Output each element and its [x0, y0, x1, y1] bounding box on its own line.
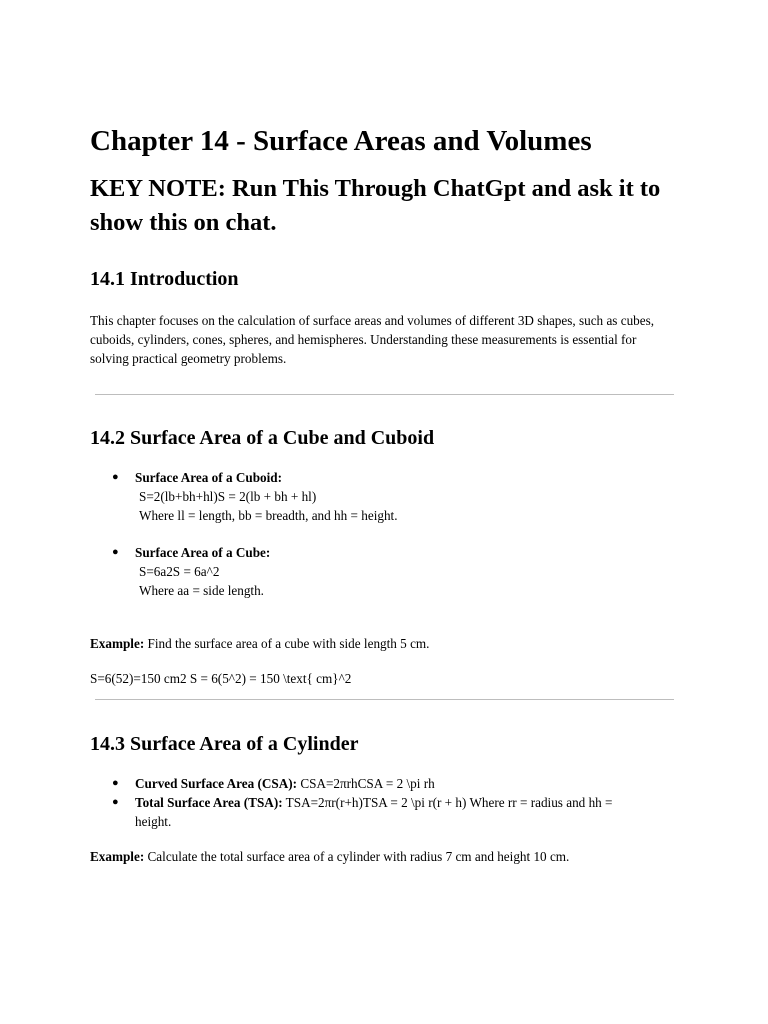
- cube-formula: S=6a2S = 6a^2: [139, 564, 220, 579]
- bullet-icon: ●: [112, 796, 119, 808]
- example-text: Find the surface area of a cube with side length 5 cm.: [144, 636, 430, 651]
- horizontal-divider: [95, 699, 674, 700]
- csa-label: Curved Surface Area (CSA):: [135, 776, 298, 791]
- cube-example-formula: S=6(52)=150 cm2 S = 6(5^2) = 150 \text{ cm}^2: [90, 671, 352, 686]
- cylinder-list: [90, 774, 650, 831]
- cuboid-list: [90, 468, 650, 525]
- cube-label: Surface Area of a Cube:: [135, 545, 271, 560]
- list-item-tsa: [90, 793, 650, 831]
- cube-where: Where aa = side length.: [139, 583, 264, 598]
- bullet-icon: ●: [112, 471, 119, 483]
- cuboid-where: Where ll = length, bb = breadth, and hh = height.: [139, 508, 398, 523]
- list-item-cube: [90, 543, 650, 600]
- example-label: Example:: [90, 849, 145, 864]
- example-text: Calculate the total surface area of a cylinder with radius 7 cm and height 10 cm.: [144, 849, 570, 864]
- cuboid-formula: S=2(lb+bh+hl)S = 2(lb + bh + hl): [139, 489, 317, 504]
- horizontal-divider: [95, 394, 674, 395]
- csa-text: CSA=2πrhCSA = 2 \pi rh: [297, 776, 435, 791]
- tsa-text: TSA=2πr(r+h)TSA = 2 \pi r(r + h) Where rr = radius and hh = height.: [135, 795, 613, 829]
- list-item-csa: [90, 774, 650, 793]
- section-heading-cylinder: 14.3 Surface Area of a Cylinder: [90, 733, 359, 755]
- example-label: Example:: [90, 636, 145, 651]
- cuboid-label: Surface Area of a Cuboid:: [135, 470, 283, 485]
- section-heading-cube-cuboid: 14.2 Surface Area of a Cube and Cuboid: [90, 427, 435, 449]
- bullet-icon: ●: [112, 777, 119, 789]
- cube-list: [90, 543, 650, 600]
- cylinder-example: [90, 847, 569, 866]
- cube-example: [90, 634, 429, 653]
- section-heading-introduction: 14.1 Introduction: [90, 268, 239, 290]
- list-item-cuboid: [90, 468, 650, 525]
- tsa-label: Total Surface Area (TSA):: [135, 795, 283, 810]
- chapter-title: Chapter 14 - Surface Areas and Volumes: [90, 125, 592, 157]
- bullet-icon: ●: [112, 546, 119, 558]
- key-note: KEY NOTE: Run This Through ChatGpt and ask it to show this on chat.: [90, 175, 661, 236]
- introduction-paragraph: This chapter focuses on the calculation of surface areas and volumes of different 3D shapes, such as cubes, cuboids, cylinders, cones, spheres, and hemispheres. Understanding these measurements is essential for solving practical geometry problems.: [90, 313, 655, 366]
